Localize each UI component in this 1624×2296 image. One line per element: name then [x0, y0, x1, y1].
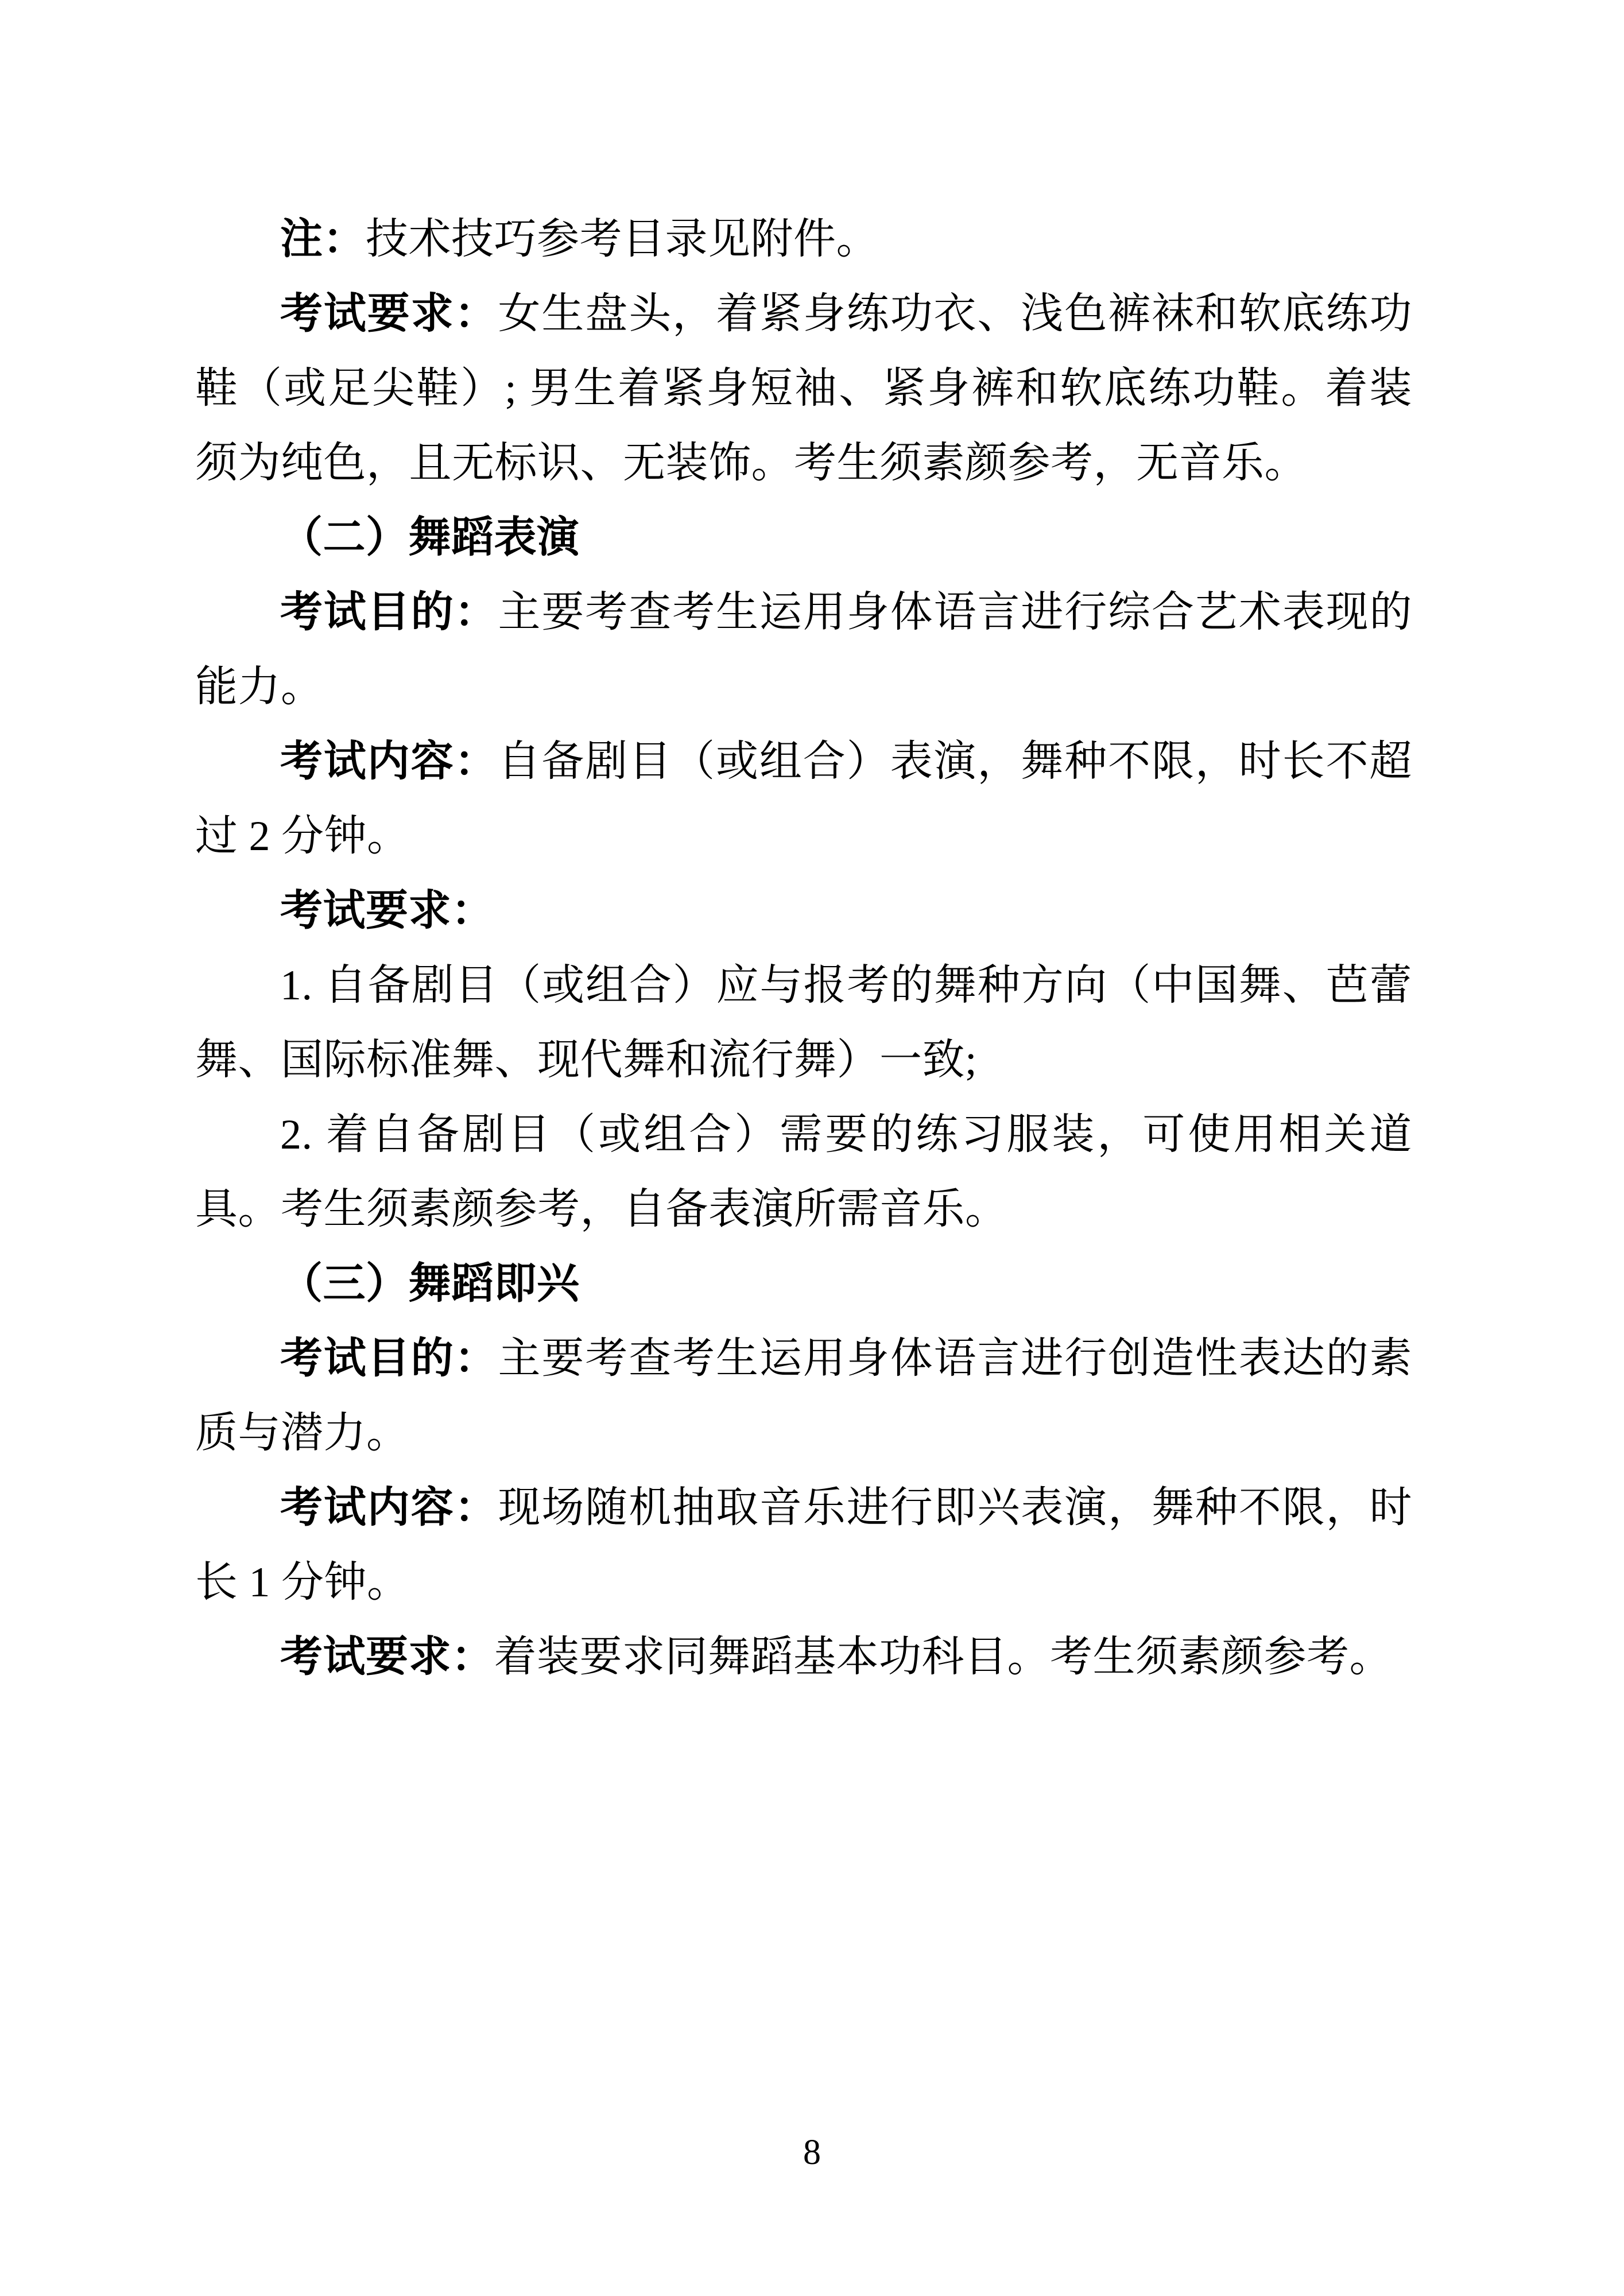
paragraph-label: 考试要求： — [280, 887, 494, 934]
paragraph-label: 考试要求： — [280, 1634, 494, 1681]
paragraph-label: 考试目的： — [280, 1335, 498, 1382]
paragraph — [195, 1097, 1412, 1247]
document-body — [195, 202, 1412, 1694]
paragraph-text: 着装要求同舞蹈基本功科目。考生须素颜参考。 — [494, 1634, 1392, 1681]
paragraph-text: 2. 着自备剧目（或组合）需要的练习服装，可使用相关道具。考生须素颜参考，自备表演所需音乐。 — [195, 1111, 1412, 1233]
paragraph — [195, 277, 1412, 501]
paragraph — [195, 1620, 1412, 1694]
paragraph — [195, 948, 1412, 1097]
paragraph-label: 考试要求： — [280, 290, 498, 338]
paragraph-text: 现场随机抽取音乐进行即兴表演，舞种不限，时长 1 分钟。 — [195, 1484, 1412, 1606]
section-heading — [195, 501, 1412, 575]
paragraph-label: 考试内容： — [280, 1484, 498, 1531]
paragraph-label: 注： — [280, 216, 366, 263]
paragraph — [195, 202, 1412, 277]
section-heading — [195, 1247, 1412, 1321]
page-number: 8 — [803, 2133, 821, 2172]
paragraph-label: 考试内容： — [280, 738, 498, 785]
paragraph-text: 1. 自备剧目（或组合）应与报考的舞种方向（中国舞、芭蕾舞、国际标准舞、现代舞和流行舞）一致; — [195, 962, 1412, 1084]
paragraph-label: 考试目的： — [280, 589, 498, 636]
paragraph-text: （三）舞蹈即兴 — [280, 1261, 580, 1308]
paragraph — [195, 575, 1412, 724]
paragraph-text: 主要考查考生运用身体语言进行创造性表达的素质与潜力。 — [195, 1335, 1412, 1457]
paragraph-text: 主要考查考生运用身体语言进行综合艺术表现的能力。 — [195, 589, 1412, 711]
paragraph — [195, 1471, 1412, 1620]
paragraph-text: （二）舞蹈表演 — [280, 514, 580, 561]
paragraph — [195, 874, 1412, 948]
paragraph-text: 自备剧目（或组合）表演，舞种不限，时长不超过 2 分钟。 — [195, 738, 1412, 860]
paragraph — [195, 1321, 1412, 1471]
paragraph — [195, 724, 1412, 874]
paragraph-text: 技术技巧参考目录见附件。 — [366, 216, 879, 263]
paragraph-text: 女生盘头，着紧身练功衣、浅色裤袜和软底练功鞋（或足尖鞋）; 男生着紧身短袖、紧身裤和软底练功鞋。着装须为纯色，且无标识、无装饰。考生须素颜参考，无音乐。 — [195, 290, 1412, 487]
